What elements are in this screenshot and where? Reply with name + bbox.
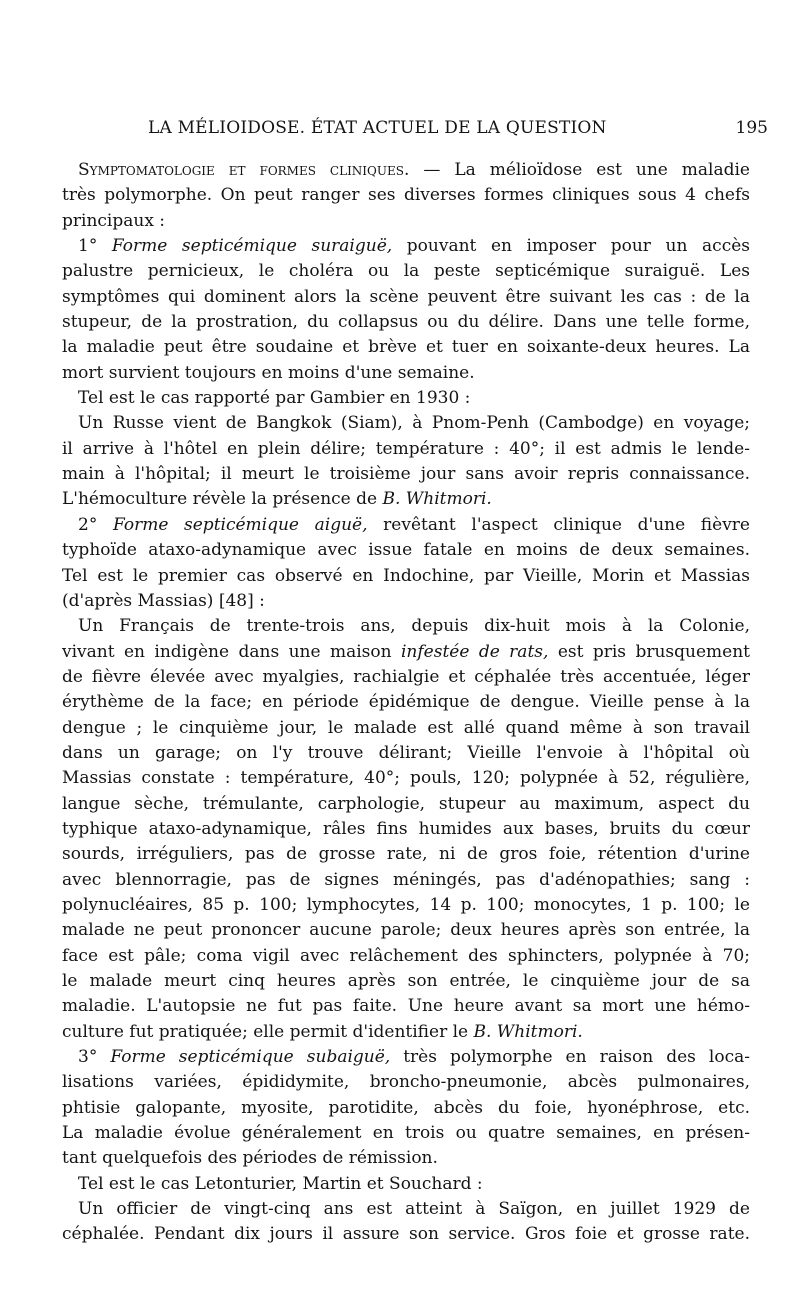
text-line xyxy=(62,1020,750,1045)
text-line: avec blennorragie, pas de signes méningés, pas d'adénopathies; sang : xyxy=(62,869,750,890)
text-line: typhoïde ataxo-adynamique avec issue fatale en moins de deux semaines. xyxy=(62,540,750,561)
text-line: sourds, irréguliers, pas de grosse rate, ni de gros foie, rétention d'urine xyxy=(62,844,750,865)
text-line: érythème de la face; en période épidémique de dengue. Vieille pense à la xyxy=(62,692,750,713)
text-line: phtisie galopante, myosite, parotidite, abcès du foie, hyonéphrose, etc. xyxy=(62,1097,750,1118)
text-line: Massias constate : température, 40°; pouls, 120; polypnée à 52, régulière, xyxy=(62,768,750,789)
text-line xyxy=(62,158,750,183)
text-span: 2° xyxy=(78,514,113,535)
text-line: très polymorphe. On peut ranger ses diverses formes cliniques sous 4 chefs xyxy=(62,185,750,206)
text-line: maladie. L'autopsie ne fut pas faite. Une heure avant sa mort une hémo- xyxy=(62,996,750,1017)
text-line xyxy=(62,234,750,259)
page-header xyxy=(148,118,768,142)
text-line: il arrive à l'hôtel en plein délire; température : 40°; il est admis le lende- xyxy=(62,438,750,459)
text-line: Tel est le cas rapporté par Gambier en 1930 : xyxy=(78,388,471,409)
emphasis: infestée de rats, xyxy=(400,641,549,662)
text-line: symptômes qui dominent alors la scène peuvent être suivant les cas : de la xyxy=(62,286,750,307)
text-line: la maladie peut être soudaine et brève et tuer en soixante-deux heures. La xyxy=(62,337,750,358)
text-line: de fièvre élevée avec myalgies, rachialgie et céphalée très accentuée, léger xyxy=(62,666,750,687)
body-text xyxy=(62,158,750,1248)
form-title: Forme septicémique suraiguë, xyxy=(111,236,393,257)
text-line: Un Français de trente-trois ans, depuis dix-huit mois à la Colonie, xyxy=(78,616,750,637)
text-span: très polymorphe en raison des loca- xyxy=(390,1047,750,1068)
text-span: — La mélioïdose est une maladie xyxy=(409,160,750,180)
text-line: dengue ; le cinquième jour, le malade est allé quand même à son travail xyxy=(62,717,750,738)
running-title: LA MÉLIOIDOSE. ÉTAT ACTUEL DE LA QUESTION xyxy=(148,118,607,138)
page-number: 195 xyxy=(735,118,768,138)
text-line xyxy=(62,487,750,512)
text-line: le malade meurt cinq heures après son entrée, le cinquième jour de sa xyxy=(62,971,750,991)
text-span: L'hémoculture révèle la présence de xyxy=(62,489,383,510)
text-line xyxy=(62,640,750,665)
text-line: céphalée. Pendant dix jours il assure son service. Gros foie et grosse rate. xyxy=(62,1224,750,1245)
text-line: typhique ataxo-adynamique, râles fins humides aux bases, bruits du cœur xyxy=(62,818,750,839)
text-span: culture fut pratiquée; elle permit d'identifier le xyxy=(62,1021,474,1042)
section-heading: Symptomatologie et formes cliniques. xyxy=(78,160,410,180)
text-line: langue sèche, trémulante, carphologie, stupeur au maximum, aspect du xyxy=(62,793,750,814)
text-span: vivant en indigène dans une maison xyxy=(62,641,401,662)
text-line: palustre pernicieux, le choléra ou la peste septicémique suraiguë. Les xyxy=(62,261,750,282)
text-line: Un officier de vingt-cinq ans est atteint à Saïgon, en juillet 1929 de xyxy=(78,1199,750,1220)
text-line: lisations variées, épididymite, broncho-pneumonie, abcès pulmonaires, xyxy=(62,1072,750,1093)
text-line xyxy=(62,1045,750,1070)
text-line: face est pâle; coma vigil avec relâchement des sphincters, polypnée à 70; xyxy=(62,945,750,966)
form-title: Forme septicémique aiguë, xyxy=(112,514,368,535)
text-line xyxy=(62,513,750,538)
text-line: stupeur, de la prostration, du collapsus ou du délire. Dans une telle forme, xyxy=(62,312,750,333)
text-line: tant quelquefois des périodes de rémission. xyxy=(62,1148,438,1169)
text-line: Tel est le cas Letonturier, Martin et Souchard : xyxy=(78,1173,483,1194)
text-line: polynucléaires, 85 p. 100; lymphocytes, 14 p. 100; monocytes, 1 p. 100; le xyxy=(62,894,750,915)
text-line: malade ne peut prononcer aucune parole; deux heures après son entrée, la xyxy=(62,920,750,941)
text-line: principaux : xyxy=(62,210,166,231)
text-span: 1° xyxy=(78,236,112,257)
text-line: (d'après Massias) [48] : xyxy=(62,590,265,611)
text-span: pouvant en imposer pour un accès xyxy=(392,236,750,257)
text-line: Tel est le premier cas observé en Indochine, par Vieille, Morin et Massias xyxy=(62,565,750,586)
species-name: B. Whitmori. xyxy=(473,1021,583,1042)
text-line: main à l'hôpital; il meurt le troisième jour sans avoir repris connaissance. xyxy=(62,464,750,485)
species-name: B. Whitmori. xyxy=(382,489,492,510)
text-line: dans un garage; on l'y trouve délirant; Vieille l'envoie à l'hôpital où xyxy=(62,742,750,763)
text-line: mort survient toujours en moins d'une semaine. xyxy=(62,362,475,383)
text-span: est pris brusquement xyxy=(548,641,750,662)
text-span: revêtant l'aspect clinique d'une fièvre xyxy=(367,514,750,535)
text-line: La maladie évolue généralement en trois ou quatre semaines, en présen- xyxy=(62,1123,750,1144)
text-line: Un Russe vient de Bangkok (Siam), à Pnom-Penh (Cambodge) en voyage; xyxy=(78,413,750,434)
form-title: Forme septicémique subaiguë, xyxy=(110,1047,391,1068)
text-span: 3° xyxy=(78,1047,111,1068)
